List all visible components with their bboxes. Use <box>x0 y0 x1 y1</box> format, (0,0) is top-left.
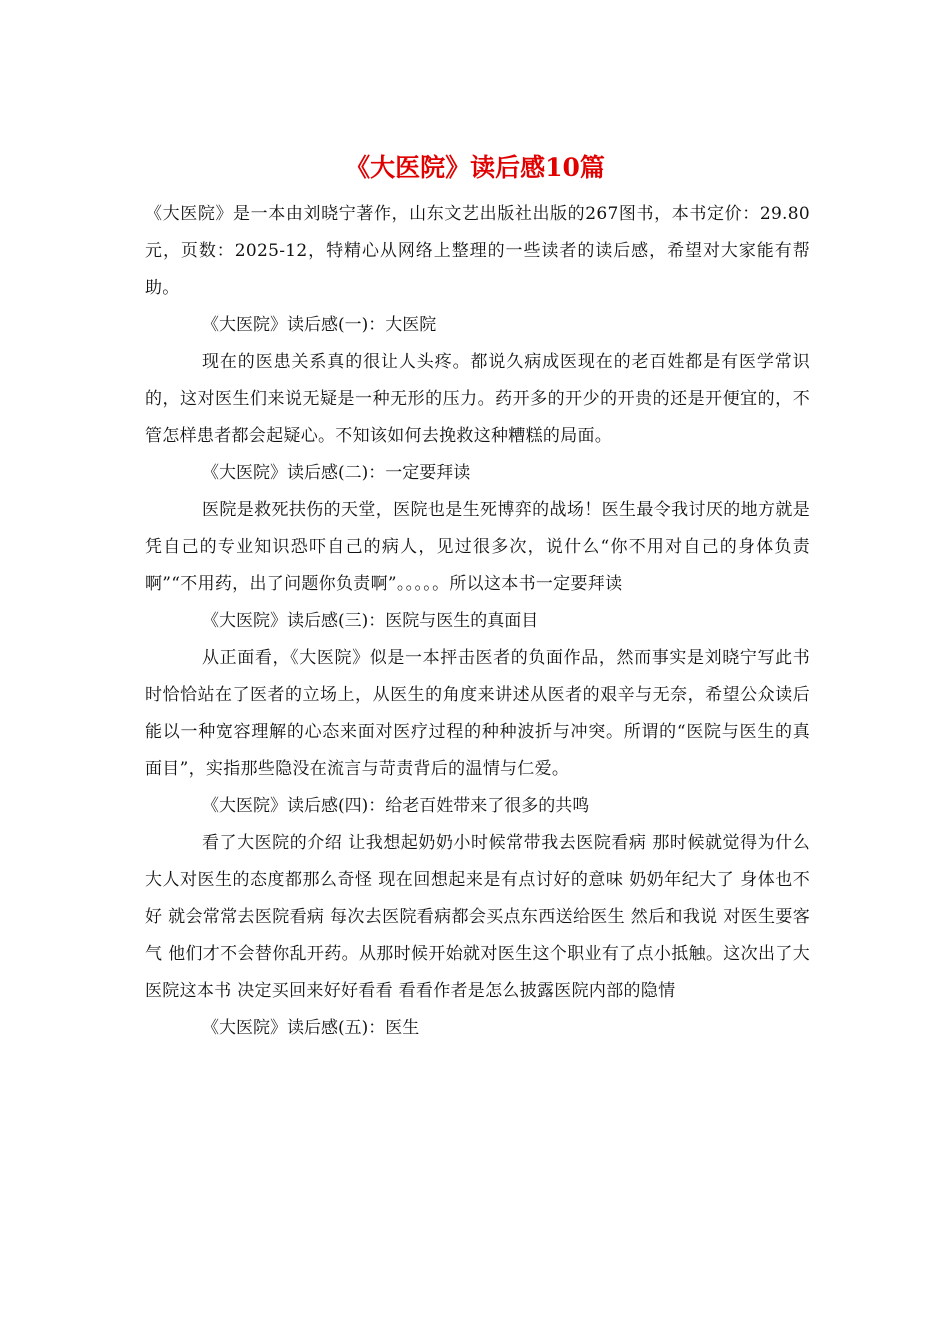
document-body <box>145 196 810 1047</box>
section-body-2: 医院是救死扶伤的天堂，医院也是生死博弈的战场！医生最令我讨厌的地方就是凭自己的专业知识恐吓自己的病人，见过很多次，说什么“你不用对自己的身体负责啊”“不用药，出了问题你负责啊”。。。。。所以这本书一定要拜读 <box>145 500 810 594</box>
section-body-3: 从正面看，《大医院》似是一本抨击医者的负面作品，然而事实是刘晓宁写此书时恰恰站在了医者的立场上，从医生的角度来讲述从医者的艰辛与无奈，希望公众读后能以一种宽容理解的心态来面对医疗过程的种种波折与冲突。所谓的“医院与医生的真面目”，实指那些隐没在流言与苛责背后的温情与仁爱。 <box>145 648 810 779</box>
section-body-4: 看了大医院的介绍 让我想起奶奶小时候常带我去医院看病 那时候就觉得为什么大人对医生的态度都那么奇怪 现在回想起来是有点讨好的意味 奶奶年纪大了 身体也不好 就会常常去医院看病 每次去医院看病都会买点东西送给医生 然后和我说 对医生要客气 他们才不会替你乱开药。从那时候开始就对医生这个职业有了点小抵触。这次出了大医院这本书 决定买回来好好看看 看看作者是怎么披露医院内部的隐情 <box>145 833 810 1001</box>
document-title: 《大医院》读后感10篇 <box>345 153 605 182</box>
section-heading-1: 《大医院》读后感(一)：大医院 <box>202 315 437 335</box>
section-heading-5: 《大医院》读后感(五)：医生 <box>202 1018 420 1038</box>
section-body-1: 现在的医患关系真的很让人头疼。都说久病成医现在的老百姓都是有医学常识的，这对医生们来说无疑是一种无形的压力。药开多的开少的开贵的还是开便宜的，不管怎样患者都会起疑心。不知该如何去挽救这种糟糕的局面。 <box>145 352 810 446</box>
section-heading-4: 《大医院》读后感(四)：给老百姓带来了很多的共鸣 <box>202 796 590 816</box>
section-heading-2: 《大医院》读后感(二)：一定要拜读 <box>202 463 471 483</box>
section-heading-3: 《大医院》读后感(三)：医院与医生的真面目 <box>202 611 539 631</box>
intro-paragraph: 《大医院》是一本由刘晓宁著作，山东文艺出版社出版的267图书，本书定价：29.80元，页数：2025-12，特精心从网络上整理的一些读者的读后感，希望对大家能有帮助。 <box>145 204 810 298</box>
